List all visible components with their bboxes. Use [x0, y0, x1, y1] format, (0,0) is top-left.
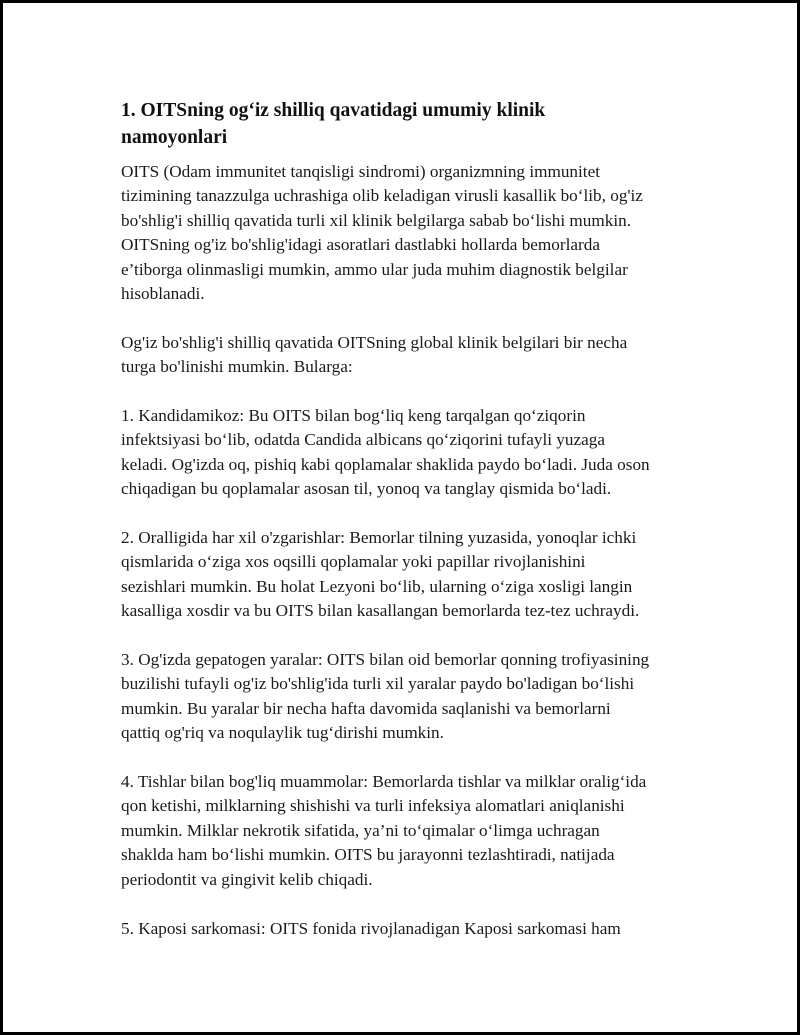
paragraph-item-5: 5. Kaposi sarkomasi: OITS fonida rivojlanadigan Kaposi sarkomasi ham [121, 918, 621, 938]
paragraph-item-3: 3. Og'izda gepatogen yaralar: OITS bilan oid bemorlar qonning trofiyasining buzilishi tufayli og'iz bo'shlig'ida turli xil yaralar paydo bo'ladigan bo‘lishi mumkin. Bu yaralar bir necha hafta davomida saqlanishi va bemorlarni qattiq og'riq va noqulaylik tug‘dirishi mumkin. [121, 650, 650, 743]
paragraph-item-4: 4. Tishlar bilan bog'liq muammolar: Bemorlarda tishlar va milklar oralig‘ida qon ketishi, milklarning shishishi va turli infeksiya alomatlari aniqlanishi mumkin. Milklar nekrotik sifatida, ya’ni to‘qimalar o‘limga uchragan shaklda ham bo‘lishi mumkin. OITS bu jarayonni tezlashtiradi, natijada periodontit va gingivit kelib chiqadi. [121, 772, 647, 889]
paragraph-item-2: 2. Oralligida har xil o'zgarishlar: Bemorlar tilning yuzasida, yonoqlar ichki qismlarida o‘ziga xos oqsilli qoplamalar yoki papillar rivojlanishini sezishlari mumkin. Bu holat Lezyoni bo‘lib, ularning o‘ziga xosligi langin kasalliga xosdir va bu OITS bilan kasallangan bemorlarda tez-tez uchraydi. [121, 528, 640, 621]
section-heading: 1. OITSning og‘iz shilliq qavatidagi umumiy klinik namoyonlari [121, 100, 546, 148]
paragraph-overview: Og'iz bo'shlig'i shilliq qavatida OITSning global klinik belgilari bir necha turga bo'linishi mumkin. Bularga: [121, 332, 628, 377]
paragraph-intro: OITS (Odam immunitet tanqisligi sindromi) organizmning immunitet tizimining tanazzulga uchrashiga olib keladigan virusli kasallik bo‘lib, og'iz bo'shlig'i shilliq qavatida turli xil klinik belgilarga sabab bo‘lishi mumkin. OITSning og'iz bo'shlig'idagi asoratlari dastlabki hollarda bemorlarda e’tiborga olinmasligi mumkin, ammo ular juda muhim diagnostik belgilar hisoblanadi. [121, 162, 643, 304]
paragraph-item-1: 1. Kandidamikoz: Bu OITS bilan bog‘liq keng tarqalgan qo‘ziqorin infektsiyasi bo‘lib, odatda Candida albicans qo‘ziqorini tufayli yuzaga keladi. Og'izda oq, pishiq kabi qoplamalar shaklida paydo bo‘ladi. Juda oson chiqadigan bu qoplamalar asosan til, yonoq va tanglay qismida bo‘ladi. [121, 406, 650, 499]
document-body [121, 97, 693, 965]
